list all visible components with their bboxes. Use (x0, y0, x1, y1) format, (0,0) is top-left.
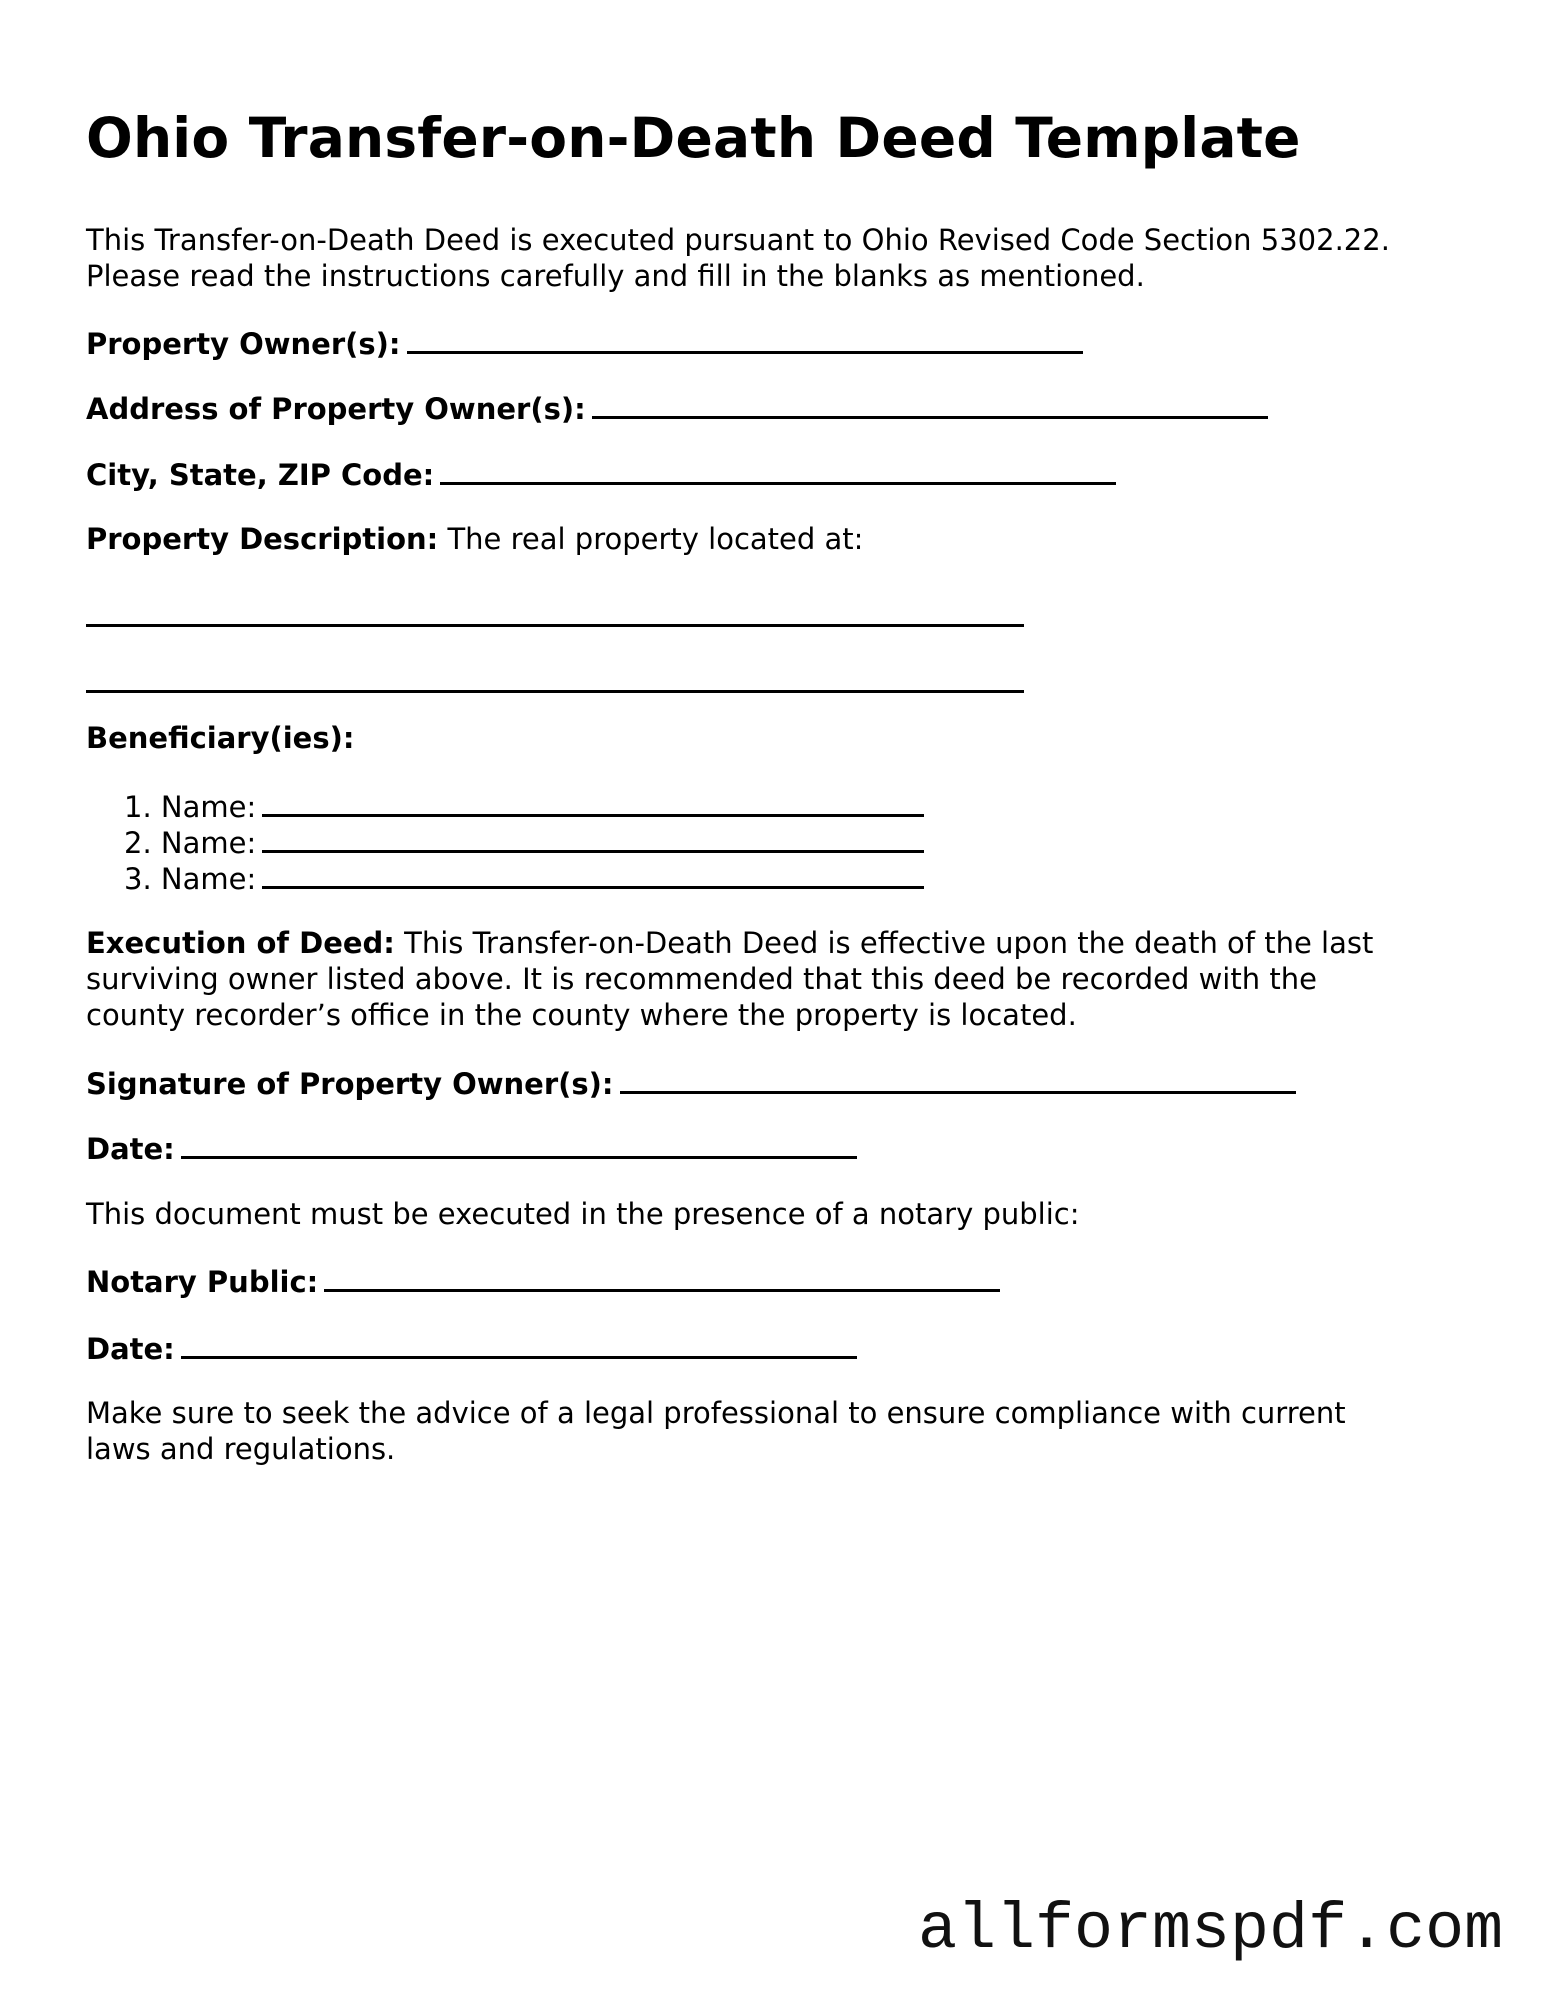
beneficiary-1-input[interactable] (262, 788, 924, 817)
list-number: 2. (124, 826, 152, 860)
execution-line-3: county recorder’s office in the county where the property is located. (86, 998, 1077, 1032)
address-input[interactable] (592, 390, 1268, 419)
beneficiary-item-3 (124, 860, 924, 897)
notary-label: Notary Public: (86, 1265, 319, 1299)
closing-line-1: Make sure to seek the advice of a legal professional to ensure compliance with current (86, 1396, 1346, 1430)
notary-input[interactable] (324, 1263, 1000, 1292)
execution-text: This Transfer-on-Death Deed is effective upon the death of the last (404, 926, 1374, 960)
date-label: Date: (86, 1332, 175, 1366)
closing-line-2: laws and regulations. (86, 1432, 396, 1466)
property-description-label: Property Description: (86, 522, 439, 556)
watermark-logo: allformspdf.com (918, 1893, 1504, 1967)
execution-label: Execution of Deed: (86, 926, 395, 960)
date-input-2[interactable] (181, 1330, 857, 1359)
property-owners-field (86, 325, 1083, 362)
intro-line-1: This Transfer-on-Death Deed is executed pursuant to Ohio Revised Code Section 5302.22. (86, 223, 1390, 257)
property-description-line-2[interactable] (86, 690, 1024, 693)
notary-field (86, 1263, 1000, 1300)
property-owners-label: Property Owner(s): (86, 327, 401, 361)
property-description-text: The real property located at: (447, 522, 864, 556)
property-description (86, 521, 863, 557)
list-number: 3. (124, 862, 152, 896)
signature-field (86, 1065, 1296, 1102)
date-label: Date: (86, 1132, 175, 1166)
date-field-1 (86, 1130, 857, 1167)
signature-label: Signature of Property Owner(s): (86, 1067, 614, 1101)
property-owners-input[interactable] (407, 325, 1083, 354)
address-label: Address of Property Owner(s): (86, 392, 586, 426)
address-field (86, 390, 1268, 427)
beneficiary-item-1 (124, 788, 924, 825)
notary-note: This document must be executed in the presence of a notary public: (86, 1197, 1080, 1231)
intro-line-2: Please read the instructions carefully and fill in the blanks as mentioned. (86, 259, 1145, 293)
beneficiary-3-input[interactable] (262, 860, 924, 889)
beneficiary-item-2 (124, 824, 924, 861)
city-state-zip-input[interactable] (440, 456, 1116, 485)
property-description-line-1[interactable] (86, 624, 1024, 627)
execution-line-1 (86, 925, 1373, 961)
signature-input[interactable] (620, 1065, 1296, 1094)
date-field-2 (86, 1330, 857, 1367)
city-state-zip-field (86, 456, 1116, 493)
name-label: Name: (160, 862, 257, 896)
execution-line-2: surviving owner listed above. It is recommended that this deed be recorded with the (86, 962, 1317, 996)
city-state-zip-label: City, State, ZIP Code: (86, 458, 435, 492)
beneficiaries-label: Beneficiary(ies): (86, 721, 355, 755)
list-number: 1. (124, 790, 152, 824)
document-title: Ohio Transfer-on-Death Deed Template (86, 106, 1301, 170)
name-label: Name: (160, 790, 257, 824)
name-label: Name: (160, 826, 257, 860)
beneficiary-2-input[interactable] (262, 824, 924, 853)
date-input-1[interactable] (181, 1130, 857, 1159)
